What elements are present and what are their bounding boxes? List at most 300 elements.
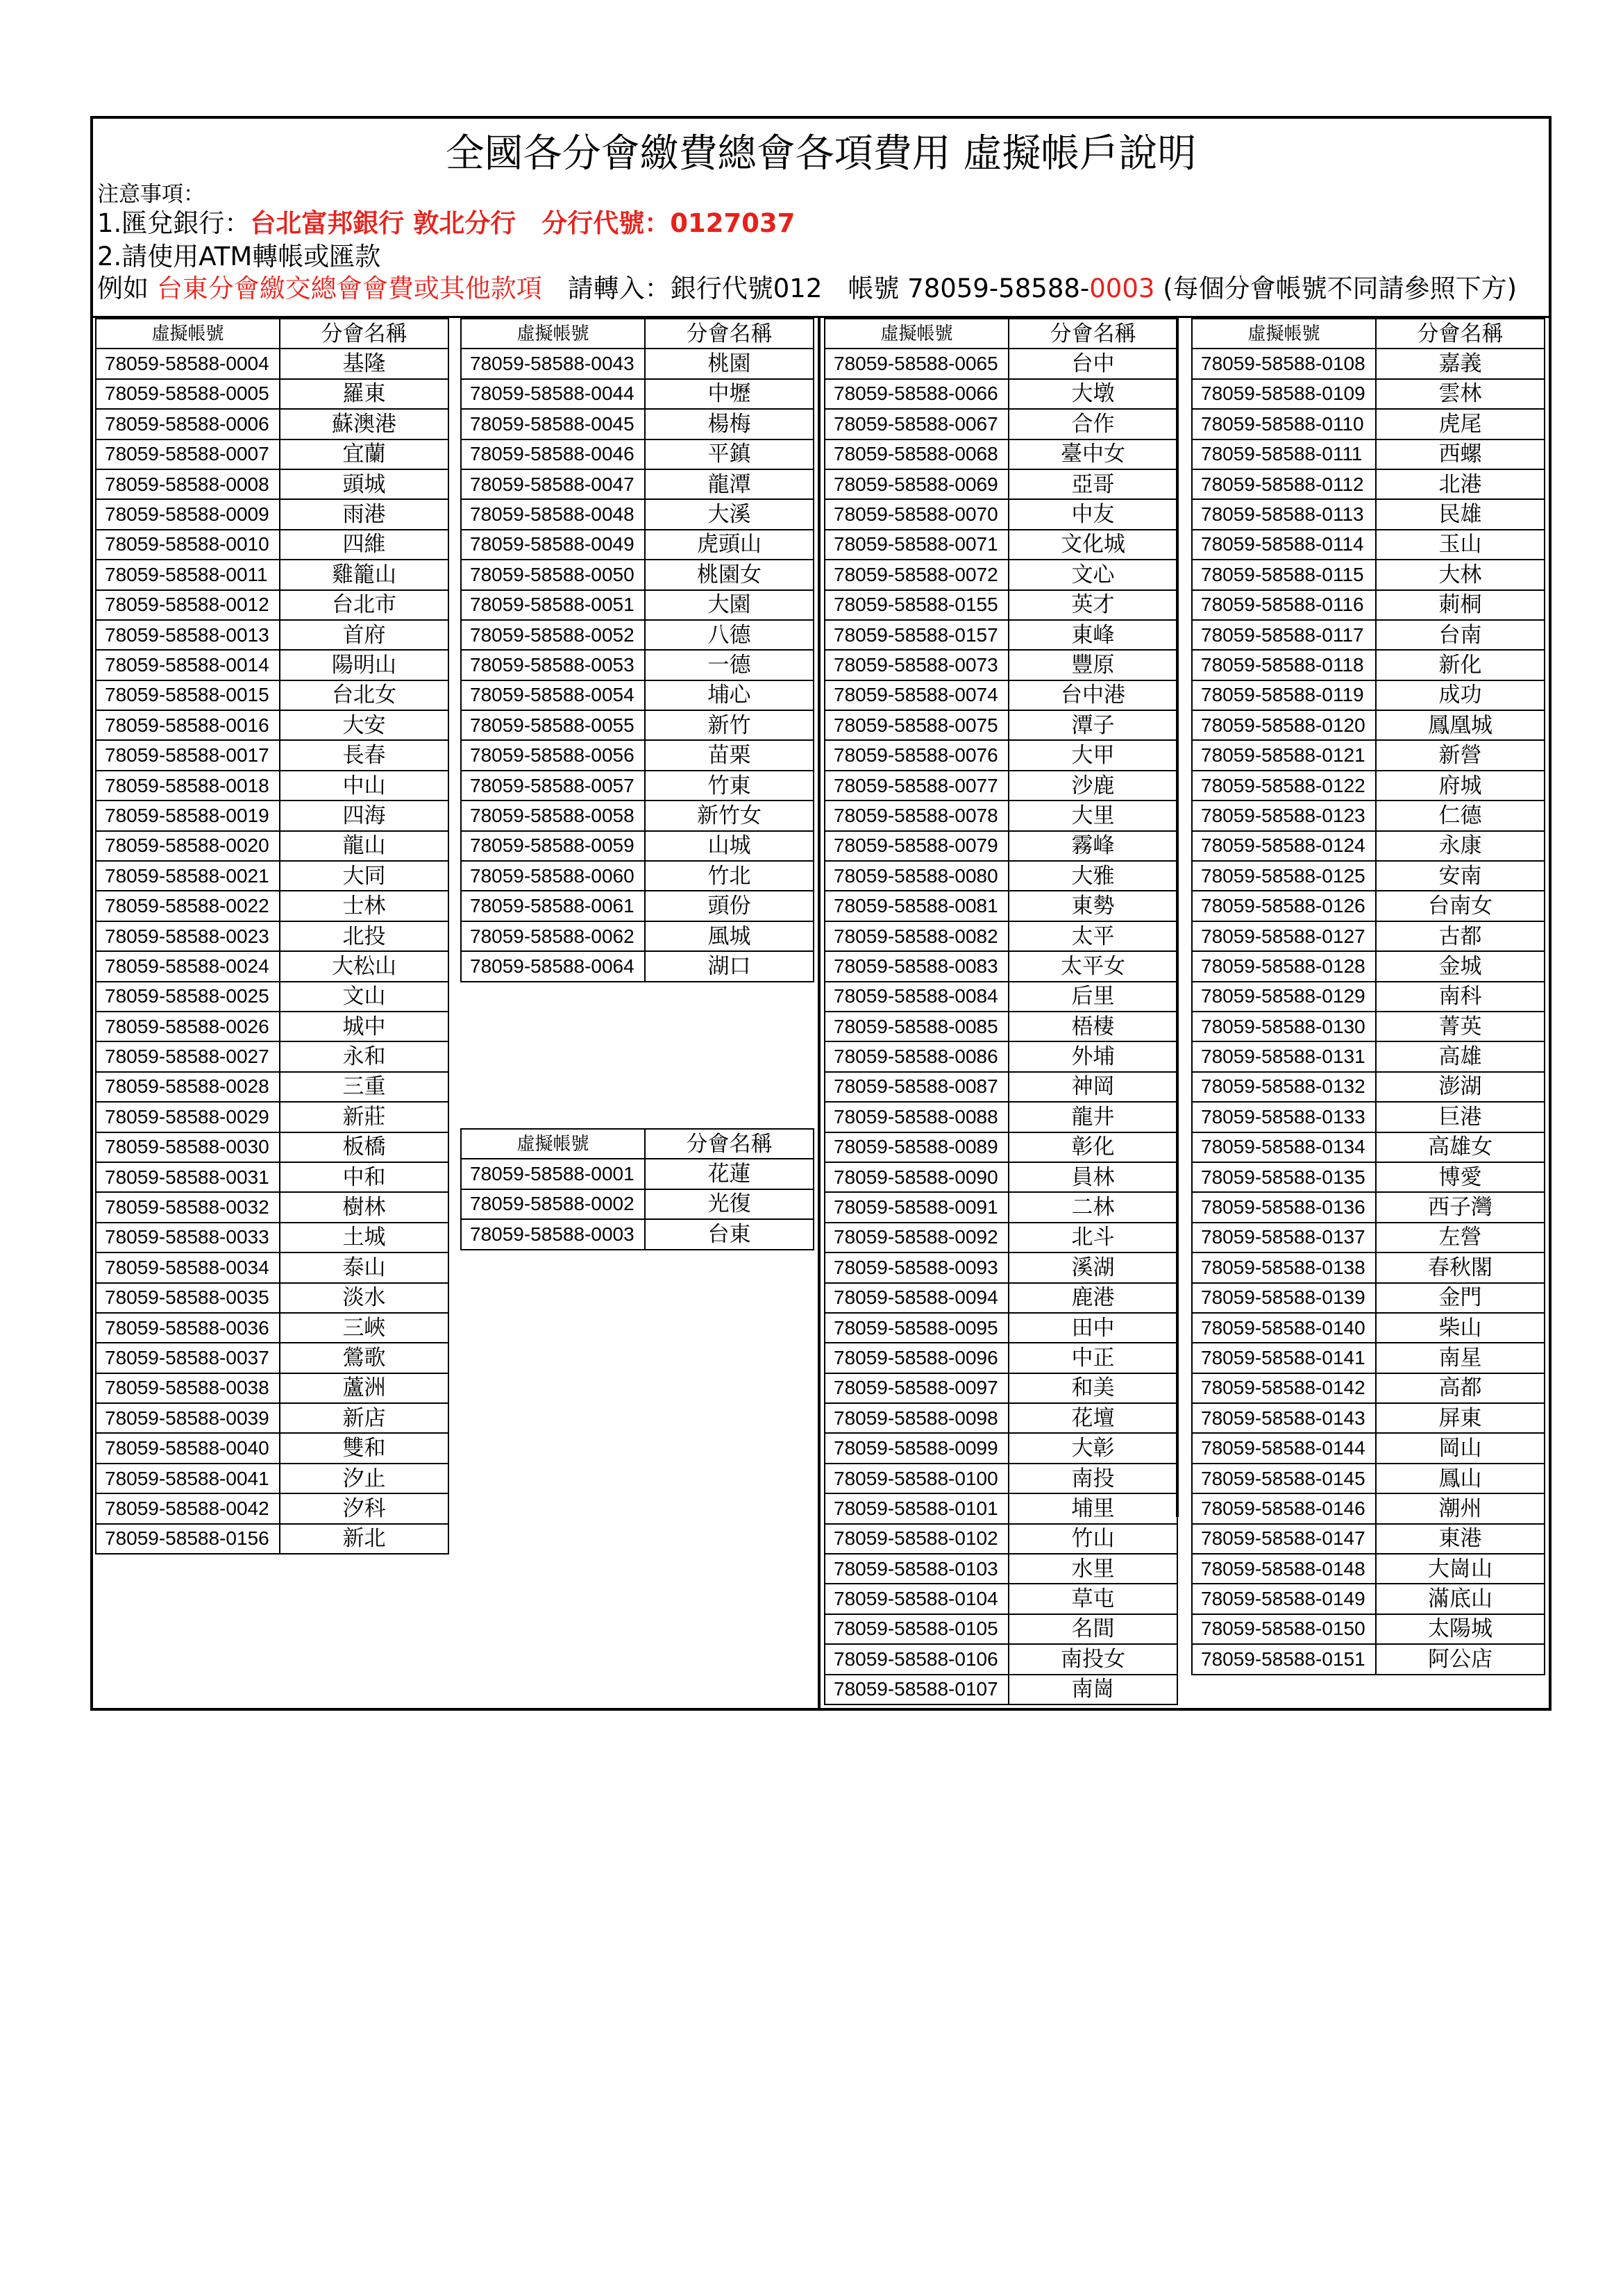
virtual-account-cell: 78059-58588-0034: [96, 1252, 280, 1282]
virtual-account-cell: 78059-58588-0001: [461, 1159, 645, 1189]
table-row: [825, 1464, 1177, 1493]
branch-name-cell: 文化城: [1009, 530, 1177, 560]
branch-name-cell: 大彰: [1009, 1433, 1177, 1463]
branch-name-cell: 二林: [1009, 1192, 1177, 1222]
branch-name-cell: 西螺: [1376, 439, 1545, 469]
table-row: [825, 620, 1177, 650]
table-row: [96, 1162, 448, 1192]
table-row: [1192, 1283, 1545, 1313]
table-row: [1192, 349, 1545, 378]
branch-name-cell: 山城: [645, 831, 814, 861]
branch-name-cell: 東港: [1376, 1524, 1545, 1554]
branch-name-cell: 東峰: [1009, 620, 1177, 650]
table-row: [1192, 740, 1545, 770]
table-row: [461, 861, 814, 891]
table-row: [1192, 1433, 1545, 1463]
table-header-row: [825, 319, 1177, 349]
branch-name-cell: 南投女: [1009, 1644, 1177, 1674]
virtual-account-cell: 78059-58588-0049: [461, 530, 645, 560]
virtual-account-cell: 78059-58588-0106: [825, 1644, 1009, 1674]
virtual-account-cell: 78059-58588-0134: [1192, 1132, 1376, 1162]
branch-name-cell: 彰化: [1009, 1132, 1177, 1162]
branch-name-cell: 竹北: [645, 861, 814, 891]
virtual-account-cell: 78059-58588-0121: [1192, 740, 1376, 770]
table-row: [1192, 439, 1545, 469]
table-row: [825, 1041, 1177, 1071]
virtual-account-cell: 78059-58588-0054: [461, 680, 645, 710]
virtual-account-cell: 78059-58588-0139: [1192, 1283, 1376, 1313]
virtual-account-cell: 78059-58588-0149: [1192, 1584, 1376, 1614]
virtual-account-cell: 78059-58588-0076: [825, 740, 1009, 770]
virtual-account-cell: 78059-58588-0070: [825, 499, 1009, 529]
virtual-account-cell: 78059-58588-0086: [825, 1041, 1009, 1071]
table-row: [825, 1072, 1177, 1102]
virtual-account-cell: 78059-58588-0044: [461, 379, 645, 409]
branch-name-cell: 太平: [1009, 921, 1177, 951]
branch-name-cell: 頭份: [645, 891, 814, 921]
branch-name-cell: 屏東: [1376, 1403, 1545, 1433]
virtual-account-cell: 78059-58588-0045: [461, 409, 645, 439]
table-row: [825, 1343, 1177, 1373]
document-frame: [90, 116, 1551, 1711]
virtual-account-cell: 78059-58588-0095: [825, 1313, 1009, 1343]
virtual-account-cell: 78059-58588-0026: [96, 1012, 280, 1041]
table-row: [825, 1192, 1177, 1222]
branch-name-cell: 古都: [1376, 921, 1545, 951]
branch-name-cell: 大甲: [1009, 740, 1177, 770]
virtual-account-cell: 78059-58588-0133: [1192, 1102, 1376, 1132]
virtual-account-cell: 78059-58588-0083: [825, 951, 1009, 981]
table-row: [1192, 680, 1545, 710]
branch-name-cell: 左營: [1376, 1223, 1545, 1252]
virtual-account-cell: 78059-58588-0112: [1192, 469, 1376, 499]
virtual-account-cell: 78059-58588-0071: [825, 530, 1009, 560]
branch-name-cell: 台北女: [280, 680, 448, 710]
note-example-prefix: 例如: [97, 274, 157, 303]
virtual-account-cell: 78059-58588-0035: [96, 1283, 280, 1313]
branch-name-cell: 鶯歌: [280, 1343, 448, 1373]
virtual-account-cell: 78059-58588-0125: [1192, 861, 1376, 891]
virtual-account-cell: 78059-58588-0101: [825, 1493, 1009, 1523]
branch-name-cell: 竹山: [1009, 1524, 1177, 1554]
branch-name-cell: 高雄: [1376, 1041, 1545, 1071]
virtual-account-cell: 78059-58588-0058: [461, 801, 645, 830]
table-row: [1192, 650, 1545, 680]
branch-name-cell: 新營: [1376, 740, 1545, 770]
virtual-account-cell: 78059-58588-0132: [1192, 1072, 1376, 1102]
branch-name-cell: 合作: [1009, 409, 1177, 439]
table-row: [96, 1072, 448, 1102]
virtual-account-cell: 78059-58588-0114: [1192, 530, 1376, 560]
virtual-account-cell: 78059-58588-0087: [825, 1072, 1009, 1102]
table-row: [96, 1524, 448, 1554]
branch-name-cell: 雲林: [1376, 379, 1545, 409]
branch-name-cell: 潮州: [1376, 1493, 1545, 1523]
account-table-south: [1191, 318, 1545, 1675]
branch-name-cell: 雨港: [280, 499, 448, 529]
name-column-header: 分會名稱: [1376, 319, 1545, 349]
table-row: [96, 620, 448, 650]
virtual-account-cell: 78059-58588-0129: [1192, 982, 1376, 1012]
table-row: [1192, 1524, 1545, 1554]
branch-name-cell: 中山: [280, 771, 448, 801]
branch-name-cell: 菁英: [1376, 1012, 1545, 1041]
branch-name-cell: 宜蘭: [280, 439, 448, 469]
virtual-account-cell: 78059-58588-0073: [825, 650, 1009, 680]
table-row: [1192, 710, 1545, 740]
virtual-account-cell: 78059-58588-0057: [461, 771, 645, 801]
virtual-account-cell: 78059-58588-0135: [1192, 1162, 1376, 1192]
branch-name-cell: 泰山: [280, 1252, 448, 1282]
table-row: [825, 439, 1177, 469]
virtual-account-cell: 78059-58588-0110: [1192, 409, 1376, 439]
table-row: [461, 680, 814, 710]
virtual-account-cell: 78059-58588-0031: [96, 1162, 280, 1192]
virtual-account-cell: 78059-58588-0107: [825, 1675, 1009, 1704]
branch-name-cell: 羅東: [280, 379, 448, 409]
table-row: [96, 1343, 448, 1373]
branch-name-cell: 岡山: [1376, 1433, 1545, 1463]
table-row: [96, 1192, 448, 1222]
virtual-account-cell: 78059-58588-0064: [461, 951, 645, 981]
table-row: [96, 740, 448, 770]
branch-name-cell: 大墩: [1009, 379, 1177, 409]
branch-name-cell: 霧峰: [1009, 831, 1177, 861]
table-row: [825, 710, 1177, 740]
branch-name-cell: 苗栗: [645, 740, 814, 770]
virtual-account-cell: 78059-58588-0040: [96, 1433, 280, 1463]
branch-name-cell: 龍山: [280, 831, 448, 861]
name-column-header: 分會名稱: [280, 319, 448, 349]
branch-name-cell: 頭城: [280, 469, 448, 499]
virtual-account-cell: 78059-58588-0080: [825, 861, 1009, 891]
table-row: [96, 379, 448, 409]
branch-name-cell: 嘉義: [1376, 349, 1545, 378]
branch-name-cell: 太陽城: [1376, 1614, 1545, 1644]
virtual-account-cell: 78059-58588-0061: [461, 891, 645, 921]
branch-name-cell: 台中港: [1009, 680, 1177, 710]
page-title: 全國各分會繳費總會各項費用 虛擬帳戶說明: [445, 131, 1197, 176]
virtual-account-cell: 78059-58588-0151: [1192, 1644, 1376, 1674]
virtual-account-cell: 78059-58588-0009: [96, 499, 280, 529]
table-row: [825, 1012, 1177, 1041]
table-row: [1192, 590, 1545, 620]
virtual-account-cell: 78059-58588-0069: [825, 469, 1009, 499]
table-row: [825, 1584, 1177, 1614]
table-row: [461, 771, 814, 801]
virtual-account-cell: 78059-58588-0103: [825, 1554, 1009, 1584]
virtual-account-cell: 78059-58588-0144: [1192, 1433, 1376, 1463]
table-row: [825, 379, 1177, 409]
table-row: [825, 1493, 1177, 1523]
virtual-account-cell: 78059-58588-0156: [96, 1524, 280, 1554]
table-row: [96, 680, 448, 710]
branch-name-cell: 田中: [1009, 1313, 1177, 1343]
virtual-account-cell: 78059-58588-0075: [825, 710, 1009, 740]
virtual-account-cell: 78059-58588-0145: [1192, 1464, 1376, 1493]
table-row: [96, 1132, 448, 1162]
virtual-account-cell: 78059-58588-0047: [461, 469, 645, 499]
branch-name-cell: 四維: [280, 530, 448, 560]
virtual-account-cell: 78059-58588-0117: [1192, 620, 1376, 650]
branch-name-cell: 大崗山: [1376, 1554, 1545, 1584]
table-row: [461, 409, 814, 439]
virtual-account-cell: 78059-58588-0091: [825, 1192, 1009, 1222]
branch-name-cell: 新化: [1376, 650, 1545, 680]
branch-name-cell: 雞籠山: [280, 560, 448, 589]
table-row: [96, 1433, 448, 1463]
virtual-account-cell: 78059-58588-0119: [1192, 680, 1376, 710]
table-row: [96, 590, 448, 620]
table-row: [1192, 560, 1545, 589]
virtual-account-cell: 78059-58588-0094: [825, 1283, 1009, 1313]
table-row: [96, 1252, 448, 1282]
virtual-account-cell: 78059-58588-0137: [1192, 1223, 1376, 1252]
table-row: [461, 1159, 814, 1189]
virtual-account-cell: 78059-58588-0062: [461, 921, 645, 951]
table-row: [825, 590, 1177, 620]
branch-name-cell: 文山: [280, 982, 448, 1012]
branch-name-cell: 北斗: [1009, 1223, 1177, 1252]
virtual-account-cell: 78059-58588-0096: [825, 1343, 1009, 1373]
account-table-east: [460, 1128, 814, 1250]
table-row: [96, 439, 448, 469]
table-row: [461, 1189, 814, 1219]
virtual-account-cell: 78059-58588-0126: [1192, 891, 1376, 921]
branch-name-cell: 陽明山: [280, 650, 448, 680]
virtual-account-cell: 78059-58588-0120: [1192, 710, 1376, 740]
branch-name-cell: 台南女: [1376, 891, 1545, 921]
table-row: [1192, 1192, 1545, 1222]
virtual-account-cell: 78059-58588-0013: [96, 620, 280, 650]
branch-name-cell: 北投: [280, 921, 448, 951]
branch-name-cell: 神岡: [1009, 1072, 1177, 1102]
branch-name-cell: 西子灣: [1376, 1192, 1545, 1222]
table-row: [96, 560, 448, 589]
table-row: [1192, 1584, 1545, 1614]
branch-name-cell: 大里: [1009, 801, 1177, 830]
virtual-account-cell: 78059-58588-0105: [825, 1614, 1009, 1644]
virtual-account-cell: 78059-58588-0022: [96, 891, 280, 921]
virtual-account-cell: 78059-58588-0072: [825, 560, 1009, 589]
branch-name-cell: 士林: [280, 891, 448, 921]
branch-name-cell: 后里: [1009, 982, 1177, 1012]
branch-name-cell: 名間: [1009, 1614, 1177, 1644]
branch-name-cell: 雙和: [280, 1433, 448, 1463]
branch-name-cell: 水里: [1009, 1554, 1177, 1584]
table-row: [96, 801, 448, 830]
table-row: [96, 1464, 448, 1493]
branch-name-cell: 蘇澳港: [280, 409, 448, 439]
virtual-account-cell: 78059-58588-0130: [1192, 1012, 1376, 1041]
virtual-account-cell: 78059-58588-0046: [461, 439, 645, 469]
branch-name-cell: 南星: [1376, 1343, 1545, 1373]
table-row: [96, 1283, 448, 1313]
table-row: [825, 1283, 1177, 1313]
virtual-account-cell: 78059-58588-0051: [461, 590, 645, 620]
virtual-account-cell: 78059-58588-0030: [96, 1132, 280, 1162]
branch-name-cell: 大雅: [1009, 861, 1177, 891]
branch-name-cell: 玉山: [1376, 530, 1545, 560]
branch-name-cell: 光復: [645, 1189, 814, 1219]
branch-name-cell: 英才: [1009, 590, 1177, 620]
table-header-row: [461, 319, 814, 349]
virtual-account-cell: 78059-58588-0014: [96, 650, 280, 680]
table-row: [461, 469, 814, 499]
virtual-account-cell: 78059-58588-0003: [461, 1219, 645, 1249]
account-column-header: 虛擬帳號: [461, 319, 645, 349]
branch-name-cell: 長春: [280, 740, 448, 770]
branch-name-cell: 大園: [645, 590, 814, 620]
note-bank-prefix: 1.匯兌銀行：: [97, 208, 251, 238]
table-row: [1192, 620, 1545, 650]
branch-name-cell: 虎尾: [1376, 409, 1545, 439]
branch-name-cell: 亞哥: [1009, 469, 1177, 499]
branch-name-cell: 花壇: [1009, 1403, 1177, 1433]
virtual-account-cell: 78059-58588-0005: [96, 379, 280, 409]
virtual-account-cell: 78059-58588-0102: [825, 1524, 1009, 1554]
table-row: [1192, 1102, 1545, 1132]
table-row: [1192, 379, 1545, 409]
table-row: [461, 650, 814, 680]
table-row: [825, 951, 1177, 981]
virtual-account-cell: 78059-58588-0074: [825, 680, 1009, 710]
table-row: [96, 1223, 448, 1252]
virtual-account-cell: 78059-58588-0116: [1192, 590, 1376, 620]
account-table-central: [824, 318, 1178, 1705]
note-example-account-suffix: 0003: [1089, 274, 1155, 303]
branch-name-cell: 新店: [280, 1403, 448, 1433]
table-row: [96, 1041, 448, 1071]
virtual-account-cell: 78059-58588-0085: [825, 1012, 1009, 1041]
note-example-tail: (每個分會帳號不同請參照下方): [1154, 274, 1517, 303]
table-row: [1192, 1644, 1545, 1674]
branch-name-cell: 成功: [1376, 680, 1545, 710]
branch-name-cell: 大林: [1376, 560, 1545, 589]
table-row: [461, 710, 814, 740]
virtual-account-cell: 78059-58588-0059: [461, 831, 645, 861]
virtual-account-cell: 78059-58588-0136: [1192, 1192, 1376, 1222]
table-row: [1192, 982, 1545, 1012]
branch-name-cell: 太平女: [1009, 951, 1177, 981]
virtual-account-cell: 78059-58588-0143: [1192, 1403, 1376, 1433]
branch-name-cell: 滿底山: [1376, 1584, 1545, 1614]
table-row: [825, 530, 1177, 560]
table-header-row: [96, 319, 448, 349]
branch-name-cell: 汐止: [280, 1464, 448, 1493]
virtual-account-cell: 78059-58588-0019: [96, 801, 280, 830]
branch-name-cell: 金門: [1376, 1283, 1545, 1313]
branch-name-cell: 湖口: [645, 951, 814, 981]
branch-name-cell: 永和: [280, 1041, 448, 1071]
branch-name-cell: 溪湖: [1009, 1252, 1177, 1282]
table-row: [1192, 1493, 1545, 1523]
branch-name-cell: 府城: [1376, 771, 1545, 801]
branch-name-cell: 梧棲: [1009, 1012, 1177, 1041]
virtual-account-cell: 78059-58588-0140: [1192, 1313, 1376, 1343]
table-row: [1192, 1072, 1545, 1102]
branch-name-cell: 春秋閣: [1376, 1252, 1545, 1282]
table-row: [1192, 469, 1545, 499]
virtual-account-cell: 78059-58588-0012: [96, 590, 280, 620]
virtual-account-cell: 78059-58588-0017: [96, 740, 280, 770]
account-column-header: 虛擬帳號: [461, 1129, 645, 1159]
branch-name-cell: 鳳山: [1376, 1464, 1545, 1493]
name-column-header: 分會名稱: [645, 1129, 814, 1159]
branch-name-cell: 城中: [280, 1012, 448, 1041]
table-row: [1192, 1162, 1545, 1192]
virtual-account-cell: 78059-58588-0142: [1192, 1373, 1376, 1403]
table-row: [96, 530, 448, 560]
virtual-account-cell: 78059-58588-0131: [1192, 1041, 1376, 1071]
table-row: [1192, 1554, 1545, 1584]
table-row: [1192, 1343, 1545, 1373]
table-row: [96, 469, 448, 499]
branch-name-cell: 中和: [280, 1162, 448, 1192]
note-atm: 2.請使用ATM轉帳或匯款: [97, 242, 381, 271]
virtual-account-cell: 78059-58588-0053: [461, 650, 645, 680]
branch-name-cell: 臺中女: [1009, 439, 1177, 469]
virtual-account-cell: 78059-58588-0052: [461, 620, 645, 650]
virtual-account-cell: 78059-58588-0011: [96, 560, 280, 589]
branch-name-cell: 花蓮: [645, 1159, 814, 1189]
virtual-account-cell: 78059-58588-0065: [825, 349, 1009, 378]
table-row: [96, 921, 448, 951]
virtual-account-cell: 78059-58588-0056: [461, 740, 645, 770]
virtual-account-cell: 78059-58588-0124: [1192, 831, 1376, 861]
branch-name-cell: 安南: [1376, 861, 1545, 891]
note-example-red: 台東分會繳交總會會費或其他款項: [156, 274, 542, 303]
table-row: [825, 921, 1177, 951]
branch-name-cell: 豐原: [1009, 650, 1177, 680]
virtual-account-cell: 78059-58588-0155: [825, 590, 1009, 620]
virtual-account-cell: 78059-58588-0060: [461, 861, 645, 891]
virtual-account-cell: 78059-58588-0099: [825, 1433, 1009, 1463]
table-row: [825, 831, 1177, 861]
virtual-account-cell: 78059-58588-0093: [825, 1252, 1009, 1282]
table-row: [96, 650, 448, 680]
virtual-account-cell: 78059-58588-0041: [96, 1464, 280, 1493]
virtual-account-cell: 78059-58588-0115: [1192, 560, 1376, 589]
virtual-account-cell: 78059-58588-0018: [96, 771, 280, 801]
branch-name-cell: 阿公店: [1376, 1644, 1545, 1674]
branch-name-cell: 中正: [1009, 1343, 1177, 1373]
virtual-account-cell: 78059-58588-0090: [825, 1162, 1009, 1192]
table-row: [461, 499, 814, 529]
table-row: [96, 499, 448, 529]
table-row: [1192, 1223, 1545, 1252]
branch-name-cell: 仁德: [1376, 801, 1545, 830]
table-row: [1192, 1464, 1545, 1493]
virtual-account-cell: 78059-58588-0006: [96, 409, 280, 439]
table-row: [96, 951, 448, 981]
branch-name-cell: 汐科: [280, 1493, 448, 1523]
branch-name-cell: 莿桐: [1376, 590, 1545, 620]
branch-name-cell: 潭子: [1009, 710, 1177, 740]
branch-name-cell: 台東: [645, 1219, 814, 1249]
branch-name-cell: 龍井: [1009, 1102, 1177, 1132]
branch-name-cell: 虎頭山: [645, 530, 814, 560]
table-row: [825, 1373, 1177, 1403]
table-row: [825, 1524, 1177, 1554]
virtual-account-cell: 78059-58588-0128: [1192, 951, 1376, 981]
branch-name-cell: 四海: [280, 801, 448, 830]
table-row: [825, 499, 1177, 529]
table-row: [461, 1219, 814, 1249]
table-row: [825, 1132, 1177, 1162]
table-row: [825, 891, 1177, 921]
virtual-account-cell: 78059-58588-0025: [96, 982, 280, 1012]
